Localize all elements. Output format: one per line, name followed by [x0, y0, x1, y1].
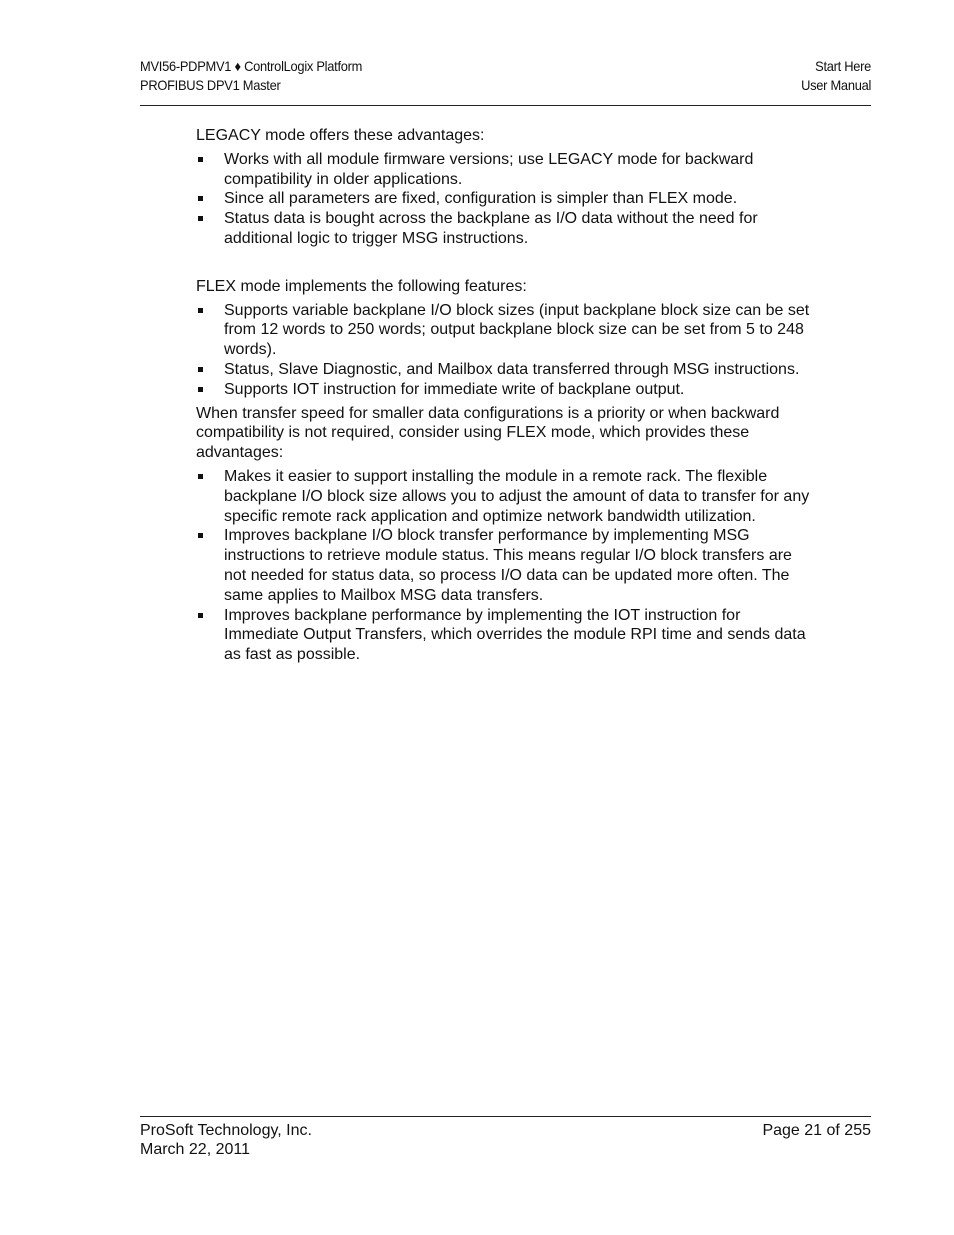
bullet-icon: [198, 474, 203, 479]
bullet-icon: [198, 196, 203, 201]
footer-left: [140, 1121, 312, 1159]
bullet-icon: [198, 533, 203, 538]
list-item: [196, 189, 816, 209]
legacy-intro: LEGACY mode offers these advantages:: [196, 127, 485, 144]
flex-advantages-list: [196, 467, 816, 665]
list-item: [196, 606, 816, 665]
bullet-icon: [198, 613, 203, 618]
list-item: [196, 526, 816, 605]
bullet-icon: [198, 308, 203, 313]
bullet-icon: [198, 367, 203, 372]
footer-company: ProSoft Technology, Inc.: [140, 1122, 312, 1139]
list-item: [196, 301, 816, 360]
list-item: [196, 467, 816, 526]
flex-features-list: [196, 301, 816, 400]
legacy-advantages-list: [196, 150, 816, 249]
section-spacer: [196, 249, 816, 277]
header-product-subtitle: PROFIBUS DPV1 Master: [140, 77, 281, 93]
page-header: [140, 57, 871, 106]
header-right: [795, 57, 871, 95]
bullet-icon: [198, 157, 203, 162]
list-item-text: Supports IOT instruction for immediate write of backplane output.: [224, 380, 685, 398]
footer-date: March 22, 2011: [140, 1141, 250, 1158]
bullet-icon: [198, 387, 203, 392]
page-number: Page 21 of 255: [762, 1122, 871, 1139]
flex-intro: FLEX mode implements the following features:: [196, 277, 527, 295]
bullet-icon: [198, 216, 203, 221]
list-item-text: Supports variable backplane I/O block sizes (input backplane block size can be set from 12 words to 250 words; output backplane block size can be set from 5 to 248 words).: [224, 301, 810, 359]
footer-right: [762, 1121, 871, 1140]
list-item: [196, 209, 816, 249]
list-item-text: Status data is bought across the backplane as I/O data without the need for additional logic to trigger MSG instructions.: [224, 210, 758, 247]
list-item: [196, 360, 816, 380]
list-item: [196, 380, 816, 400]
header-section-title: Start Here: [815, 58, 871, 74]
list-item-text: Status, Slave Diagnostic, and Mailbox data transferred through MSG instructions.: [224, 360, 800, 378]
flex-paragraph: When transfer speed for smaller data configurations is a priority or when backward compatibility is not required, consider using FLEX mode, which provides these advantages:: [196, 404, 780, 462]
page-footer: [140, 1116, 871, 1158]
header-document-type: User Manual: [801, 77, 871, 93]
list-item-text: Improves backplane I/O block transfer performance by implementing MSG instructions to retrieve module status. This means regular I/O block transfers are not needed for status data, so process I/O data can be updated more often. The same applies to Mailbox MSG data transfers.: [224, 527, 792, 604]
header-product-title: MVI56-PDPMV1 ♦ ControlLogix Platform: [140, 58, 363, 74]
list-item-text: Makes it easier to support installing the module in a remote rack. The flexible backplane I/O block size allows you to adjust the amount of data to transfer for any specific remote rack application and optimize network bandwidth utilization.: [224, 467, 810, 525]
list-item: [196, 150, 816, 190]
list-item-text: Works with all module firmware versions; use LEGACY mode for backward compatibility in older applications.: [224, 150, 754, 188]
header-left: [140, 57, 381, 95]
page-body: [196, 126, 816, 665]
list-item-text: Improves backplane performance by implementing the IOT instruction for Immediate Output Transfers, which overrides the module RPI time and sends data as fast as possible.: [224, 606, 806, 664]
list-item-text: Since all parameters are fixed, configuration is simpler than FLEX mode.: [224, 190, 738, 208]
